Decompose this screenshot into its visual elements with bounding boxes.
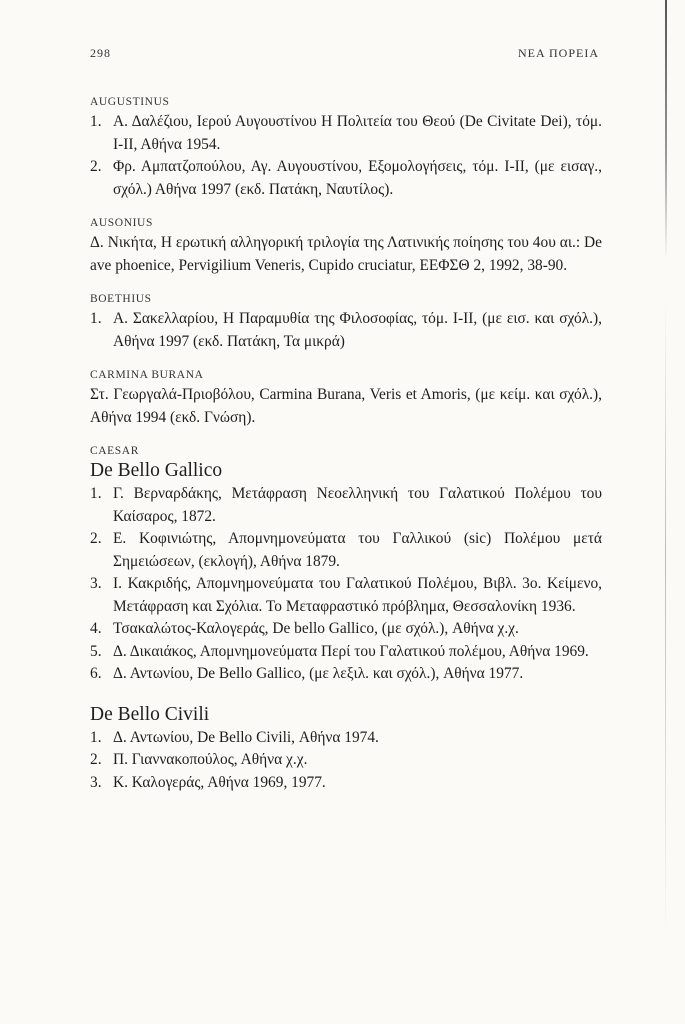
entry-text: Ι. Κακριδής, Απομνημονεύματα του Γαλατικού Πολέμου, Βιβλ. 3ο. Κείμενο, Μετάφραση και Σχόλια. Το Μεταφραστικό πρόβλημα, Θεσσαλονίκη 1936. (113, 575, 602, 615)
bibliography (90, 96, 602, 810)
section-augustinus (90, 96, 602, 201)
page-number: 298 (90, 46, 111, 60)
section-caesar (90, 445, 602, 794)
entry-text: Π. Γιαννακοπούλος, Αθήνα χ.χ. (113, 751, 308, 768)
entry-number: 2. (90, 751, 102, 768)
entry-number: 2. (90, 530, 102, 547)
entry-text: Δ. Δικαιάκος, Απομνημονεύματα Περί του Γαλατικού πολέμου, Αθήνα 1969. (113, 642, 589, 660)
author-heading: BOETHIUS (90, 293, 152, 305)
page-header (90, 46, 599, 61)
entry (90, 641, 602, 664)
entry-text: Α. Σακελλαρίου, Η Παραμυθία της Φιλοσοφίας, τόμ. Ι-ΙΙ, (με εισ. και σχόλ.), Αθήνα 1997 (εκδ. Πατάκη, Τα μικρά) (113, 310, 602, 350)
entry-number: 4. (90, 620, 102, 637)
entry-text: Δ. Αντωνίου, De Bello Civili, Αθήνα 1974. (113, 728, 379, 746)
entry (90, 232, 602, 277)
entry-text: Ε. Κοφινιώτης, Απομνημονεύματα του Γαλλικού (sic) Πολέμου μετά Σημειώσεων, (εκλογή), Αθήνα 1879. (113, 530, 602, 570)
running-title: ΝΕΑ ΠΟΡΕΙΑ (518, 46, 599, 60)
author-heading: AUGUSTINUS (90, 96, 170, 108)
author-heading: AUSONIUS (90, 217, 153, 229)
entry-text: Α. Δαλέζιου, Ιερού Αυγουστίνου Η Πολιτεία του Θεού (De Civitate Dei), τόμ. Ι-ΙΙ, Αθήνα 1954. (113, 113, 602, 153)
entry (90, 308, 602, 353)
section-carmina-burana (90, 369, 602, 429)
entry (90, 727, 602, 750)
entry-text: Τσακαλώτος-Καλογεράς, De bello Gallico, (με σχόλ.), Αθήνα χ.χ. (113, 620, 519, 637)
entry (90, 749, 602, 772)
entry-number: 3. (90, 575, 102, 592)
entry-number: 1. (90, 310, 102, 327)
scan-edge-line (665, 0, 667, 260)
entry-text: Κ. Καλογεράς, Αθήνα 1969, 1977. (113, 773, 326, 791)
author-heading: CAESAR (90, 445, 139, 457)
author-heading: CARMINA BURANA (90, 369, 204, 381)
entry-text: Γ. Βερναρδάκης, Μετάφραση Νεοελληνική του Γαλατικού Πολέμου του Καίσαρος, 1872. (113, 485, 602, 525)
entry-text: Φρ. Αμπατζοπούλου, Αγ. Αυγουστίνου, Εξομολογήσεις, τόμ. Ι-ΙΙ, (με εισαγ., σχόλ.) Αθήνα 1997 (εκδ. Πατάκη, Ναυτίλος). (113, 158, 602, 198)
entry (90, 528, 602, 573)
entry-number: 1. (90, 485, 102, 502)
entry-text: Δ. Νικήτα, Η ερωτική αλληγορική τριλογία της Λατινικής ποίησης του 4ου αι.: De ave phoenice, Pervigilium Veneris, Cupido cruciatur, ΕΕΦΣΘ 2, 1992, 38-90. (90, 234, 602, 274)
entry-number: 1. (90, 728, 102, 746)
entry (90, 384, 602, 429)
entry-number: 6. (90, 665, 102, 682)
entry (90, 663, 602, 686)
entry (90, 483, 602, 528)
entry (90, 573, 602, 618)
entry-number: 3. (90, 773, 102, 791)
scan-edge-line (665, 300, 666, 940)
entry-number: 1. (90, 113, 102, 130)
entry-text: Δ. Αντωνίου, De Bello Gallico, (με λεξιλ. και σχόλ.), Αθήνα 1977. (113, 665, 524, 682)
work-title: De Bello Civili (90, 703, 210, 725)
section-boethius (90, 293, 602, 353)
entry-number: 5. (90, 642, 102, 660)
entry (90, 618, 602, 641)
entry-text: Στ. Γεωργαλά-Πριοβόλου, Carmina Burana, Veris et Amoris, (με κείμ. και σχόλ.), Αθήνα 1994 (εκδ. Γνώση). (90, 386, 602, 426)
entry (90, 156, 602, 201)
work-title: De Bello Gallico (90, 460, 223, 481)
entry-number: 2. (90, 158, 102, 175)
section-ausonius (90, 217, 602, 277)
entry (90, 772, 602, 795)
entry (90, 111, 602, 156)
